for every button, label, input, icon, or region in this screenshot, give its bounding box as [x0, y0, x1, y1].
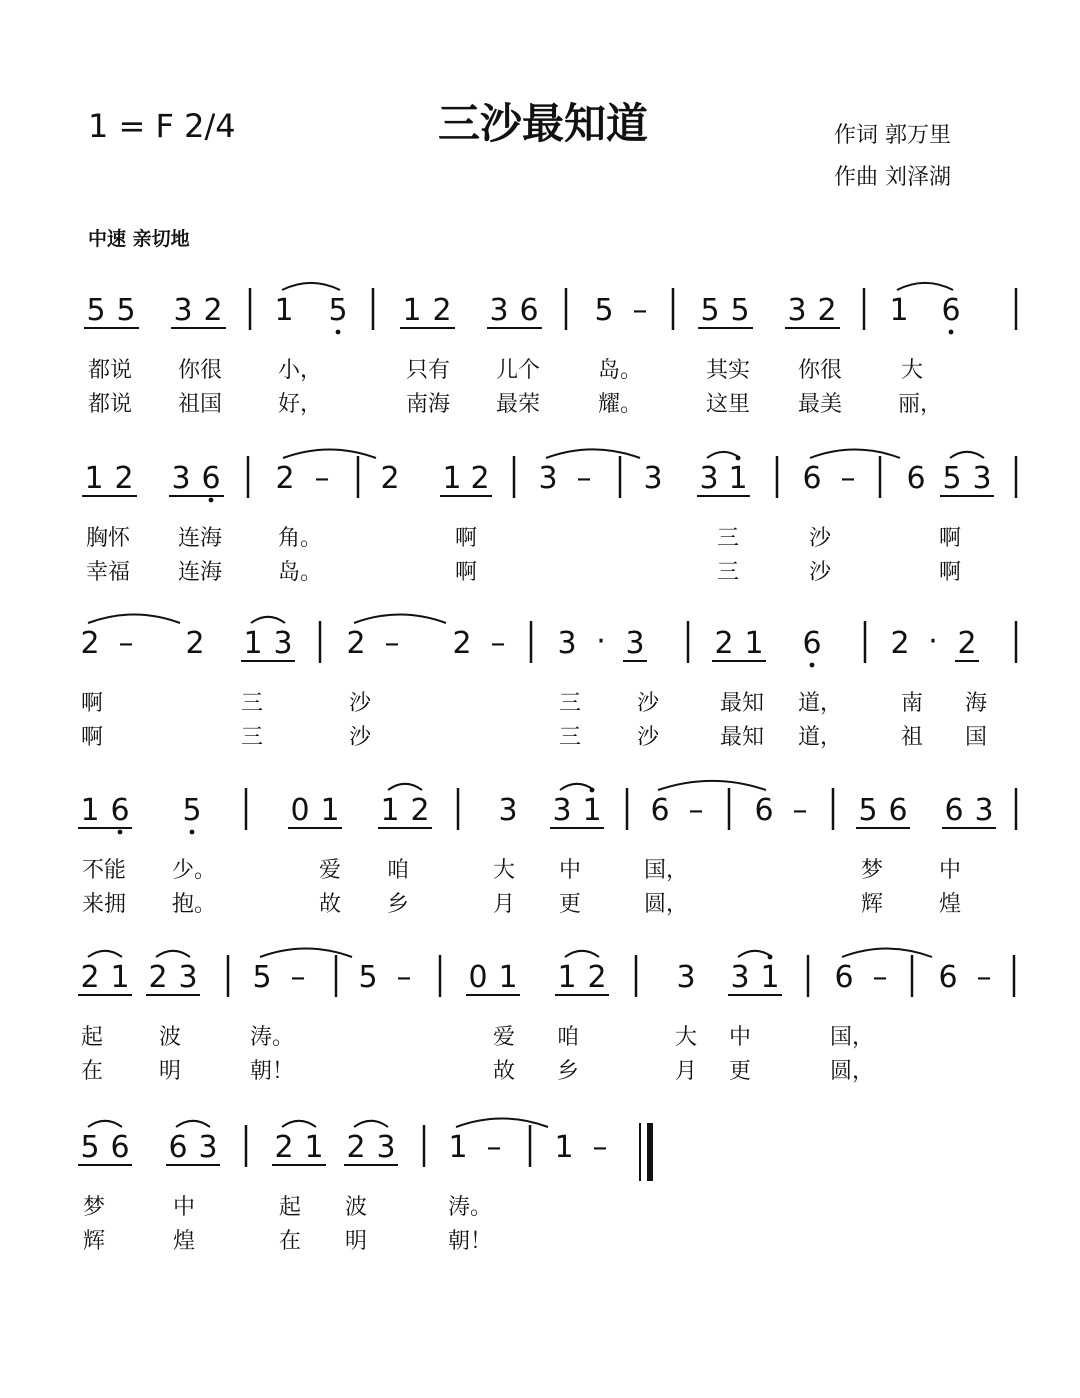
- note-numeral: 1: [554, 1130, 574, 1165]
- lyric-verse-1: 只有: [405, 358, 451, 383]
- lyric-verse-1: 沙: [808, 526, 832, 551]
- notation-system: [78, 781, 1016, 917]
- tie-slur: [88, 951, 122, 957]
- lyric-verse-1: 三: [716, 526, 740, 551]
- tempo-marking: 中速 亲切地: [88, 228, 190, 250]
- lyric-verse-1: 不能: [81, 858, 127, 883]
- note-numeral: 5: [252, 960, 272, 995]
- lyric-verse-1: 南: [900, 691, 924, 716]
- dash-extension: –: [840, 461, 856, 496]
- lyric-verse-2: 在: [80, 1059, 104, 1084]
- dash-extension: –: [632, 293, 648, 328]
- note-numeral: 2: [148, 960, 168, 995]
- dash-extension: –: [976, 960, 992, 995]
- note-numeral: 5: [730, 293, 750, 328]
- octave-dot-below: [949, 330, 954, 335]
- note-numeral: 2: [203, 293, 223, 328]
- lyric-verse-2: 抱。: [171, 892, 217, 917]
- lyric-verse-1: 波: [344, 1195, 368, 1220]
- lyric-verse-1: 爱: [318, 858, 342, 883]
- note-numeral: 1: [889, 293, 909, 328]
- lyric-verse-1: 海: [964, 691, 988, 716]
- lyric-verse-2: 耀。: [597, 392, 643, 417]
- lyric-verse-2: 辉: [860, 892, 884, 917]
- lyric-verse-1: 涛。: [249, 1025, 295, 1050]
- note-numeral: 5: [182, 793, 202, 828]
- key-time-signature: 1 = F 2/4: [88, 107, 236, 145]
- tie-slur: [88, 1121, 122, 1127]
- lyric-verse-1: 道，: [797, 691, 843, 716]
- lyric-verse-2: 啊: [938, 560, 962, 585]
- note-numeral: 2: [452, 626, 472, 661]
- note-numeral: 2: [274, 1130, 294, 1165]
- note-numeral: 2: [957, 626, 977, 661]
- lyric-verse-1: 中: [172, 1195, 196, 1220]
- note-numeral: 5: [80, 1130, 100, 1165]
- lyric-verse-2: 祖: [900, 725, 924, 750]
- note-numeral: 1: [304, 1130, 324, 1165]
- tie-slur: [560, 784, 594, 790]
- note-numeral: 1: [274, 293, 294, 328]
- dash-extension: –: [290, 960, 306, 995]
- note-numeral: 5: [700, 293, 720, 328]
- lyric-verse-1: 三: [558, 691, 582, 716]
- lyric-verse-1: 梦: [860, 858, 884, 883]
- octave-dot-below: [209, 498, 214, 503]
- note-numeral: 3: [498, 793, 518, 828]
- note-numeral: 3: [538, 461, 558, 496]
- note-numeral: 1: [442, 461, 462, 496]
- note-numeral: 3: [625, 626, 645, 661]
- lyric-verse-2: 月: [492, 892, 516, 917]
- note-numeral: 1: [728, 461, 748, 496]
- lyric-verse-2: 幸福: [85, 560, 131, 585]
- note-numeral: 2: [817, 293, 837, 328]
- notation-system: [82, 449, 1016, 585]
- lyric-verse-1: 中: [558, 858, 582, 883]
- dash-extension: –: [396, 960, 412, 995]
- note-numeral: 2: [275, 461, 295, 496]
- note-numeral: 6: [941, 293, 961, 328]
- lyric-verse-2: 月: [674, 1059, 698, 1084]
- lyric-verse-2: 三: [716, 560, 740, 585]
- note-numeral: 3: [972, 461, 992, 496]
- note-numeral: 6: [944, 793, 964, 828]
- lyric-verse-1: 国，: [643, 858, 689, 883]
- lyric-verse-1: 咱: [386, 858, 410, 883]
- note-numeral: 6: [168, 1130, 188, 1165]
- lyric-verse-2: 朝！: [447, 1229, 493, 1254]
- dash-extension: –: [688, 793, 704, 828]
- note-numeral: 3: [489, 293, 509, 328]
- lyric-verse-1: 你很: [177, 358, 223, 383]
- note-numeral: 3: [643, 461, 663, 496]
- note-numeral: 3: [699, 461, 719, 496]
- note-numeral: 1: [380, 793, 400, 828]
- note-numeral: 1: [110, 960, 130, 995]
- tie-slur: [388, 784, 422, 790]
- tie-slur: [156, 951, 190, 957]
- lyric-verse-1: 起: [80, 1025, 104, 1050]
- tie-slur: [282, 1121, 316, 1127]
- tie-slur: [251, 617, 285, 623]
- lyric-verse-1: 胸怀: [85, 526, 131, 551]
- lyric-verse-1: 大: [674, 1025, 698, 1050]
- note-numeral: 6: [754, 793, 774, 828]
- note-numeral: 0: [468, 960, 488, 995]
- note-numeral: 2: [470, 461, 490, 496]
- lyric-verse-2: 煌: [172, 1229, 196, 1254]
- note-numeral: 3: [730, 960, 750, 995]
- note-numeral: 1: [557, 960, 577, 995]
- tie-slur: [88, 614, 180, 623]
- note-numeral: 2: [346, 626, 366, 661]
- tie-slur: [738, 951, 772, 957]
- note-numeral: 2: [380, 461, 400, 496]
- lyric-verse-2: 三: [558, 725, 582, 750]
- dash-extension: –: [490, 626, 506, 661]
- notation-system: [78, 1118, 650, 1254]
- note-numeral: 5: [594, 293, 614, 328]
- lyric-verse-2: 更: [728, 1059, 752, 1084]
- tie-slur: [176, 1121, 210, 1127]
- lyric-verse-1: 爱: [492, 1025, 516, 1050]
- lyric-verse-2: 沙: [636, 725, 660, 750]
- augmentation-dot: ·: [596, 624, 606, 659]
- lyric-verse-1: 沙: [636, 691, 660, 716]
- lyric-verse-1: 大: [492, 858, 516, 883]
- lyric-verse-2: 来拥: [81, 892, 127, 917]
- tie-slur: [260, 948, 352, 957]
- lyric-verse-2: 乡: [556, 1059, 580, 1084]
- lyric-verse-1: 岛。: [597, 358, 643, 383]
- note-numeral: 2: [185, 626, 205, 661]
- note-numeral: 5: [358, 960, 378, 995]
- tie-slur: [842, 949, 932, 957]
- dash-extension: –: [118, 626, 134, 661]
- note-numeral: 1: [320, 793, 340, 828]
- note-numeral: 0: [290, 793, 310, 828]
- note-numeral: 3: [557, 626, 577, 661]
- lyric-verse-1: 儿个: [495, 358, 541, 383]
- note-numeral: 3: [171, 461, 191, 496]
- lyric-verse-2: 更: [558, 892, 582, 917]
- note-numeral: 1: [498, 960, 518, 995]
- octave-dot-below: [118, 830, 123, 835]
- lyric-verse-2: 故: [492, 1059, 516, 1084]
- lyric-verse-2: 南海: [405, 392, 451, 417]
- lyric-verse-1: 啊: [454, 526, 478, 551]
- notation-system: [78, 948, 1014, 1084]
- note-numeral: 1: [760, 960, 780, 995]
- lyric-verse-1: 都说: [87, 358, 133, 383]
- dash-extension: –: [872, 960, 888, 995]
- lyric-verse-2: 最美: [797, 392, 843, 417]
- note-numeral: 2: [410, 793, 430, 828]
- lyric-verse-2: 朝！: [249, 1059, 295, 1084]
- tie-slur: [658, 781, 766, 790]
- lyric-verse-1: 国，: [829, 1025, 875, 1050]
- tie-slur: [707, 452, 740, 458]
- lyric-verse-1: 啊: [938, 526, 962, 551]
- dash-extension: –: [486, 1130, 502, 1165]
- octave-dot-below: [810, 663, 815, 668]
- tie-slur: [354, 1121, 388, 1127]
- dash-extension: –: [384, 626, 400, 661]
- lyric-verse-1: 少。: [171, 858, 217, 883]
- lyric-verse-1: 涛。: [447, 1195, 493, 1220]
- note-numeral: 2: [346, 1130, 366, 1165]
- note-numeral: 5: [858, 793, 878, 828]
- octave-dot-below: [190, 830, 195, 835]
- notation-system: [84, 283, 1016, 417]
- lyric-verse-2: 啊: [454, 560, 478, 585]
- lyric-verse-2: 都说: [87, 392, 133, 417]
- tie-slur: [456, 1118, 548, 1127]
- lyric-verse-1: 角。: [277, 526, 323, 551]
- note-numeral: 3: [178, 960, 198, 995]
- lyric-verse-2: 沙: [348, 725, 372, 750]
- note-numeral: 3: [273, 626, 293, 661]
- note-numeral: 2: [432, 293, 452, 328]
- notation-systems: [78, 283, 1016, 1254]
- note-numeral: 2: [80, 626, 100, 661]
- lyric-verse-2: 啊: [80, 725, 104, 750]
- tie-slur: [354, 614, 446, 623]
- lyric-verse-1: 波: [158, 1025, 182, 1050]
- note-numeral: 3: [974, 793, 994, 828]
- note-numeral: 6: [201, 461, 221, 496]
- note-numeral: 1: [448, 1130, 468, 1165]
- lyric-verse-2: 明: [344, 1229, 368, 1254]
- lyric-verse-1: 你很: [797, 358, 843, 383]
- note-numeral: 3: [376, 1130, 396, 1165]
- lyric-verse-1: 中: [938, 858, 962, 883]
- lyric-verse-1: 最知: [719, 691, 765, 716]
- lyric-verse-1: 沙: [348, 691, 372, 716]
- lyric-verse-2: 圆，: [643, 892, 689, 917]
- note-numeral: 6: [938, 960, 958, 995]
- note-numeral: 2: [80, 960, 100, 995]
- lyric-verse-1: 三: [240, 691, 264, 716]
- lyric-verse-1: 起: [278, 1195, 302, 1220]
- lyric-verse-2: 三: [240, 725, 264, 750]
- note-numeral: 5: [328, 293, 348, 328]
- tie-slur: [282, 283, 340, 290]
- note-numeral: 2: [890, 626, 910, 661]
- note-numeral: 1: [402, 293, 422, 328]
- note-numeral: 2: [114, 461, 134, 496]
- note-numeral: 2: [587, 960, 607, 995]
- note-numeral: 1: [80, 793, 100, 828]
- note-numeral: 3: [198, 1130, 218, 1165]
- lyric-verse-1: 咱: [556, 1025, 580, 1050]
- lyric-verse-2: 这里: [705, 392, 751, 417]
- tie-slur: [950, 452, 984, 458]
- lyric-verse-1: 其实: [705, 358, 751, 383]
- notation-system: [80, 614, 1016, 750]
- note-numeral: 1: [744, 626, 764, 661]
- lyric-verse-2: 好，: [277, 392, 323, 417]
- lyric-verse-1: 连海: [177, 526, 223, 551]
- composer-credit: 作曲 刘泽湖: [834, 165, 951, 190]
- note-numeral: 6: [802, 626, 822, 661]
- note-numeral: 6: [888, 793, 908, 828]
- dash-extension: –: [314, 461, 330, 496]
- note-numeral: 6: [110, 793, 130, 828]
- lyric-verse-2: 辉: [82, 1229, 106, 1254]
- dash-extension: –: [576, 461, 592, 496]
- note-numeral: 5: [116, 293, 136, 328]
- lyric-verse-2: 连海: [177, 560, 223, 585]
- tie-slur: [283, 449, 376, 458]
- note-numeral: 6: [834, 960, 854, 995]
- note-numeral: 2: [714, 626, 734, 661]
- note-numeral: 6: [110, 1130, 130, 1165]
- note-numeral: 3: [552, 793, 572, 828]
- tie-slur: [565, 951, 599, 957]
- note-numeral: 3: [173, 293, 193, 328]
- note-numeral: 5: [86, 293, 106, 328]
- lyric-verse-2: 故: [318, 892, 342, 917]
- lyricist-credit: 作词 郭万里: [834, 123, 951, 148]
- lyric-verse-2: 明: [158, 1059, 182, 1084]
- lyric-verse-1: 中: [728, 1025, 752, 1050]
- lyric-verse-2: 在: [278, 1229, 302, 1254]
- lyric-verse-2: 圆，: [829, 1059, 875, 1084]
- note-numeral: 1: [84, 461, 104, 496]
- lyric-verse-1: 小，: [277, 358, 323, 383]
- note-numeral: 5: [942, 461, 962, 496]
- note-numeral: 6: [519, 293, 539, 328]
- note-numeral: 1: [243, 626, 263, 661]
- lyric-verse-2: 丽，: [897, 392, 943, 417]
- note-numeral: 6: [650, 793, 670, 828]
- tie-slur: [546, 449, 640, 458]
- song-title: 三沙最知道: [437, 99, 649, 148]
- lyric-verse-2: 煌: [938, 892, 962, 917]
- lyric-verse-2: 最知: [719, 725, 765, 750]
- lyric-verse-1: 大: [900, 358, 924, 383]
- lyric-verse-1: 梦: [82, 1195, 106, 1220]
- note-numeral: 3: [787, 293, 807, 328]
- note-numeral: 6: [906, 461, 926, 496]
- octave-dot-below: [336, 330, 341, 335]
- tie-slur: [897, 283, 953, 290]
- note-numeral: 1: [582, 793, 602, 828]
- tie-slur: [810, 450, 900, 458]
- dash-extension: –: [592, 1130, 608, 1165]
- note-numeral: 6: [802, 461, 822, 496]
- lyric-verse-2: 道，: [797, 725, 843, 750]
- lyric-verse-2: 祖国: [177, 392, 223, 417]
- note-numeral: 3: [676, 960, 696, 995]
- lyric-verse-1: 啊: [80, 691, 104, 716]
- augmentation-dot: ·: [928, 624, 938, 659]
- dash-extension: –: [792, 793, 808, 828]
- lyric-verse-2: 沙: [808, 560, 832, 585]
- lyric-verse-2: 国: [964, 725, 988, 750]
- lyric-verse-2: 最荣: [495, 392, 541, 417]
- lyric-verse-2: 乡: [386, 892, 410, 917]
- lyric-verse-2: 岛。: [277, 560, 323, 585]
